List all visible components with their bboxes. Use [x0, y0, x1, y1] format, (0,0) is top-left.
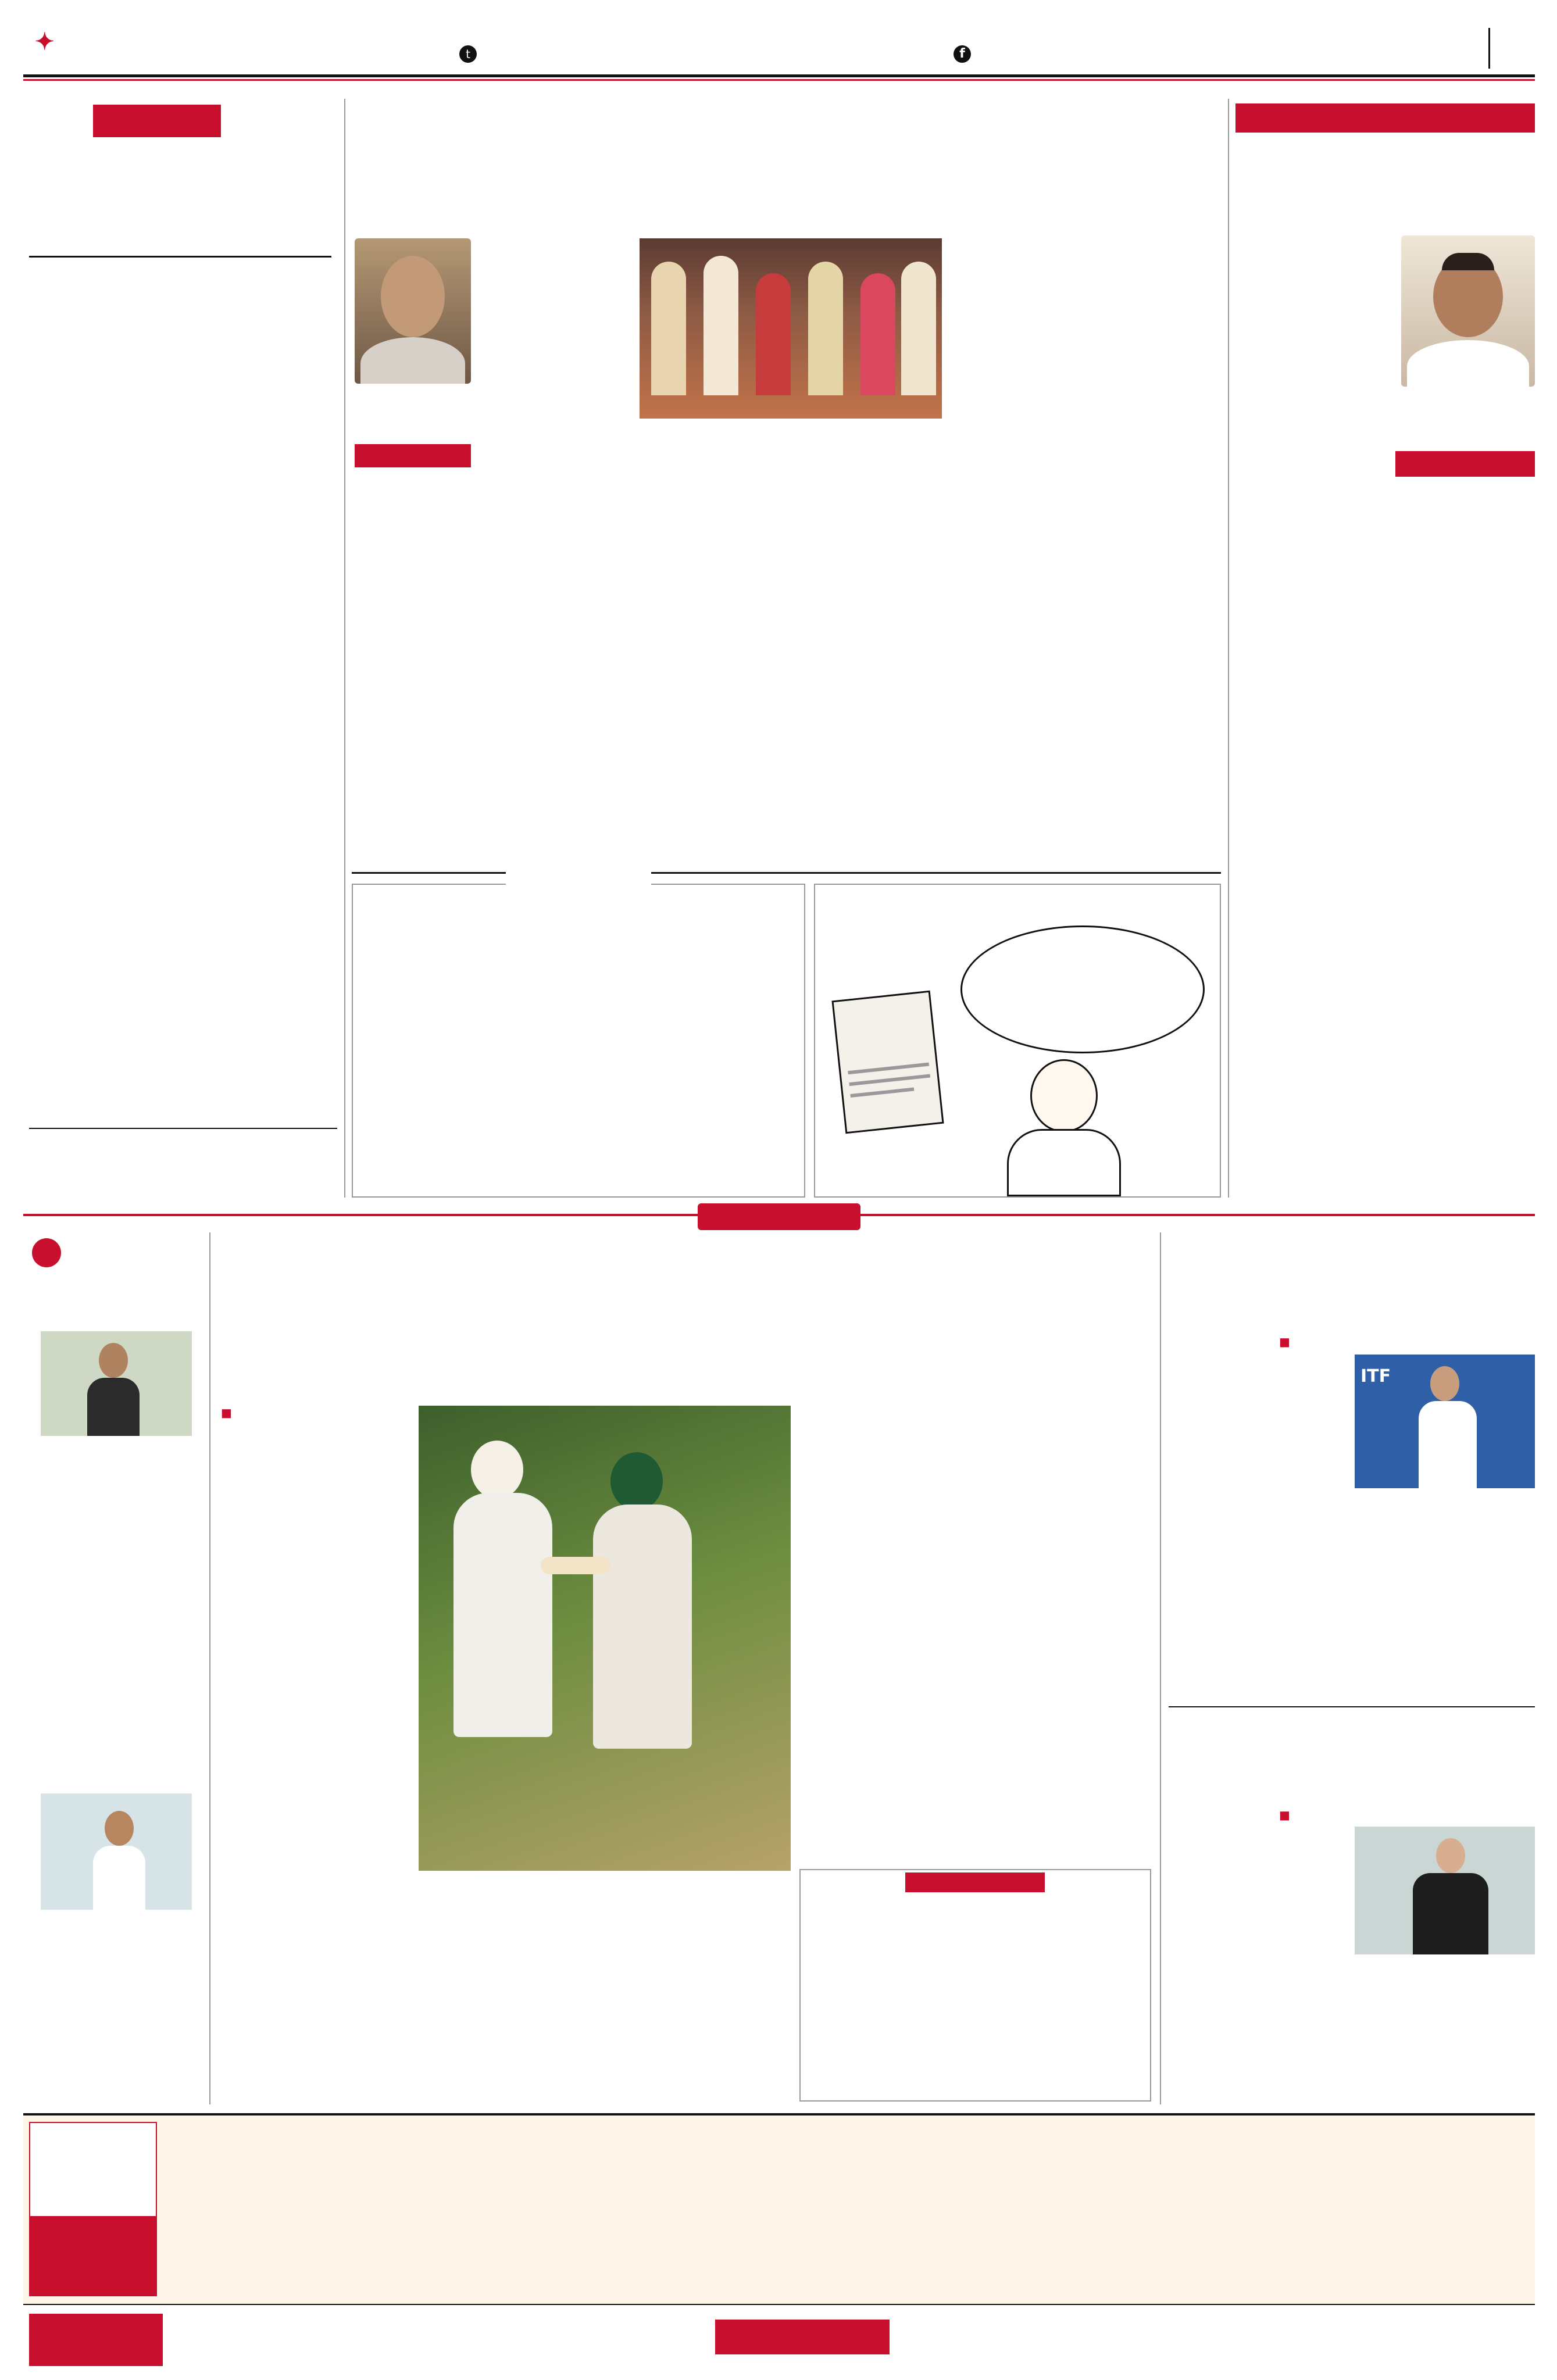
- masthead: [0, 0, 1557, 76]
- horoscope-astrologer: [30, 2216, 156, 2295]
- sports-col-divider-2: [1160, 1232, 1161, 2104]
- sports-brief-label: [32, 1238, 195, 1271]
- sports-brief-s: [32, 1238, 61, 1267]
- tennis-1-body: [1169, 1372, 1349, 1698]
- cartoon-newspaper: [831, 991, 944, 1134]
- footer-market-text: [898, 2315, 1535, 2350]
- brief-1-body: [32, 1442, 201, 1732]
- editorial-body: [122, 270, 337, 1107]
- sports-main-byline: ■: [221, 1406, 232, 1420]
- main-col1: [483, 323, 628, 857]
- cartoon-bubble: [960, 925, 1205, 1053]
- tennis-divider: [1169, 1706, 1535, 1707]
- wedding-photo: [640, 238, 942, 419]
- right-author-photo: [1401, 235, 1535, 387]
- footer-child-text: [169, 2315, 703, 2366]
- sports-photo-caption: [419, 1878, 791, 2099]
- masthead-rule: [23, 74, 1535, 77]
- masthead-logo: ✦: [35, 28, 55, 55]
- horoscope-strip: [23, 2113, 1535, 2305]
- right-body: [1235, 532, 1535, 1183]
- col-divider-1: [344, 99, 345, 1198]
- letters-top-rule: [352, 872, 1221, 874]
- sports-col-divider-1: [209, 1232, 210, 2104]
- right-intro: [1235, 235, 1392, 526]
- author-section-tag: [355, 444, 471, 467]
- brief-2-photo: [41, 1793, 192, 1910]
- letter-1: [360, 904, 576, 1148]
- author-photo: [355, 238, 471, 384]
- masthead-red-rule: [23, 79, 1535, 81]
- tennis-1-body-2: [1355, 1494, 1535, 1698]
- brief-2-body: [32, 1916, 201, 2090]
- footer-child-label: [29, 2314, 163, 2366]
- col-divider-2: [1228, 99, 1229, 1198]
- scoreboard-title: [905, 1872, 1045, 1892]
- page-number: [1488, 28, 1541, 69]
- facebook-icon: f: [954, 45, 971, 63]
- tennis-2-body: [1169, 1844, 1349, 2100]
- editorial-footer-rule: [29, 1128, 337, 1129]
- letter-2: [584, 904, 799, 1160]
- tennis-2-body-2: [1355, 1960, 1535, 2100]
- sports-main-photo: [419, 1406, 791, 1871]
- editorial-rule: [29, 256, 331, 258]
- sports-banner: [698, 1203, 860, 1230]
- cartoon-panel: [814, 884, 1221, 1198]
- tennis-2-byline: ■: [1279, 1808, 1290, 1822]
- tennis-1-byline: ■: [1279, 1335, 1290, 1349]
- horoscope-title-box: [29, 2122, 157, 2296]
- right-section-tag: [1395, 451, 1535, 477]
- footer-market-label: [715, 2320, 890, 2354]
- editorial-pullquote: [29, 814, 116, 1023]
- editorial-label: [93, 105, 221, 137]
- letters-title: [506, 872, 651, 898]
- main-col2: [640, 427, 942, 857]
- sports-main-body-2: [799, 1406, 974, 1859]
- sports-main-body-3: [983, 1406, 1151, 1859]
- main-col3: [954, 238, 1221, 843]
- main-col1b: [355, 474, 477, 857]
- right-label: [1235, 103, 1535, 133]
- cartoon-figure: [1007, 1059, 1117, 1193]
- sports-main-body-1: [221, 1448, 413, 2099]
- scoreboard: [799, 1869, 1151, 2102]
- twitter-icon: t: [459, 45, 477, 63]
- tennis-2-photo: [1355, 1827, 1535, 1954]
- brief-1-photo: [41, 1331, 192, 1436]
- tennis-1-photo: ITF: [1355, 1355, 1535, 1488]
